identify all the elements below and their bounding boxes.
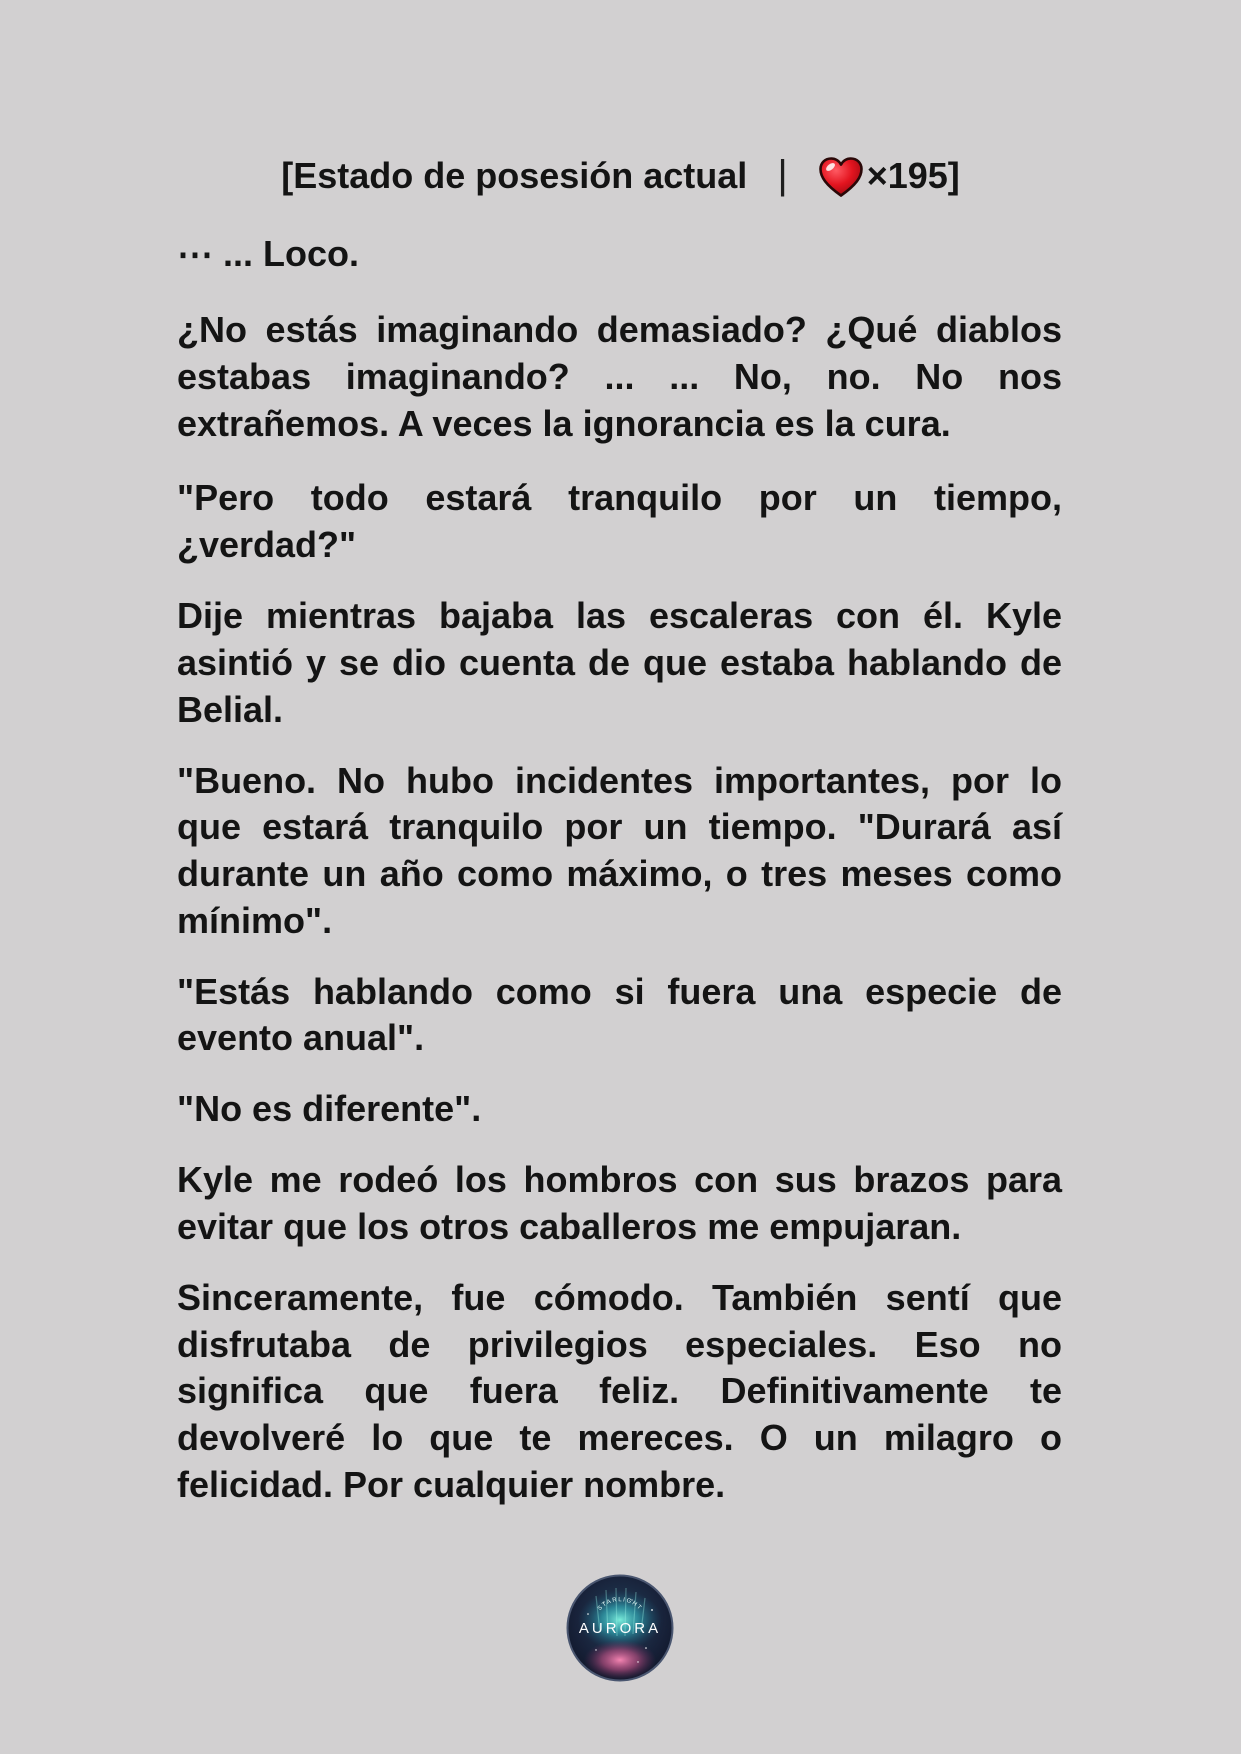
paragraph bbox=[177, 1086, 1062, 1133]
text-line: ⋯ ... Loco. bbox=[177, 232, 360, 274]
text-line: durante un año como máximo, o tres meses como bbox=[177, 852, 1062, 894]
text-line: asintió y se dio cuenta de que estaba hablando de bbox=[177, 641, 1062, 683]
paragraph bbox=[177, 1275, 1062, 1509]
text-line: Dije mientras bajaba las escaleras con él. Kyle bbox=[177, 595, 1062, 637]
paragraph bbox=[177, 969, 1062, 1062]
status-title bbox=[0, 153, 1241, 199]
text-line: mínimo". bbox=[177, 899, 333, 941]
text-line: estabas imaginando? ... ... No, no. No nos bbox=[177, 356, 1062, 397]
status-title-count: ×195] bbox=[866, 155, 960, 196]
text-line: Belial. bbox=[177, 688, 284, 730]
paragraph bbox=[177, 593, 1062, 733]
text-line: devolveré lo que te mereces. O un milagro o bbox=[177, 1417, 1062, 1459]
logo-tagline: STARLIGHT bbox=[596, 1597, 644, 1613]
text-line: "Pero todo estará tranquilo por un tiempo, bbox=[177, 477, 1062, 519]
logo-name: AURORA bbox=[578, 1620, 662, 1637]
body-text bbox=[177, 231, 1062, 1533]
paragraph bbox=[177, 307, 1062, 447]
text-line: "Estás hablando como si fuera una especie de bbox=[177, 970, 1062, 1012]
heart-icon bbox=[818, 156, 864, 198]
status-title-text: [Estado de posesión actual bbox=[281, 155, 748, 196]
text-line: que estará tranquilo por un tiempo. "Durará así bbox=[177, 806, 1062, 848]
text-line: extrañemos. A veces la ignorancia es la cura. bbox=[177, 402, 951, 444]
paragraph bbox=[177, 475, 1062, 568]
text-line: significa que fuera feliz. Definitivamente te bbox=[177, 1370, 1062, 1412]
text-line: felicidad. Por cualquier nombre. bbox=[177, 1463, 726, 1505]
status-title-separator: | bbox=[777, 153, 788, 197]
paragraph bbox=[177, 231, 1062, 278]
text-line: Sinceramente, fue cómodo. También sentí que bbox=[177, 1277, 1062, 1319]
text-line: ¿No estás imaginando demasiado? ¿Qué diablos bbox=[177, 309, 1062, 351]
paragraph bbox=[177, 1157, 1062, 1250]
text-line: "Bueno. No hubo incidentes importantes, por lo bbox=[177, 759, 1062, 801]
aurora-logo-icon bbox=[566, 1574, 674, 1682]
text-line: Kyle me rodeó los hombros con sus brazos para bbox=[177, 1159, 1062, 1201]
text-line: ¿verdad?" bbox=[177, 524, 357, 566]
text-line: disfrutaba de privilegios especiales. Eso no bbox=[177, 1323, 1062, 1365]
text-line: evento anual". bbox=[177, 1017, 425, 1059]
paragraph bbox=[177, 758, 1062, 945]
text-line: evitar que los otros caballeros me empujaran. bbox=[177, 1206, 962, 1248]
text-line: "No es diferente". bbox=[177, 1088, 482, 1130]
